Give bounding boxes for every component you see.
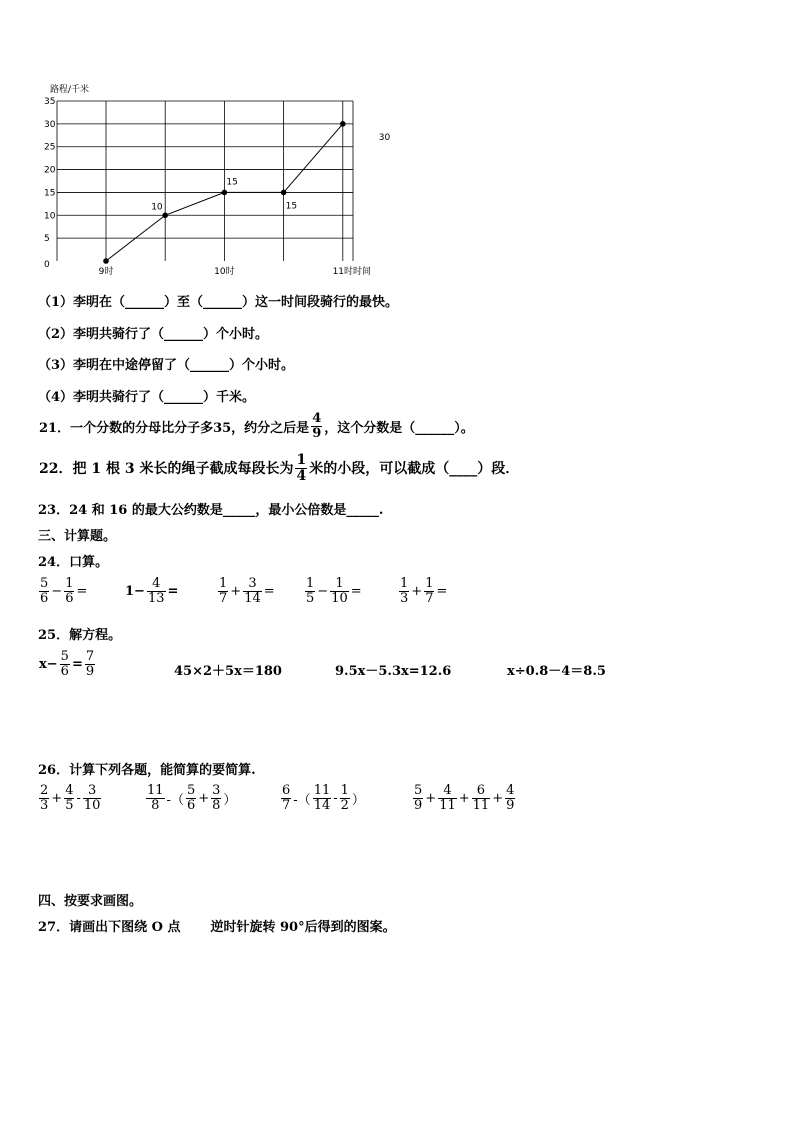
data-point — [281, 190, 287, 196]
x-tick-label: 11时 — [332, 267, 354, 277]
q21-text-pre: 21．一个分数的分母比分子多35，约分之后是 — [39, 420, 310, 436]
q24-title: 24．口算。 — [38, 555, 109, 570]
q24-expr-3: $\frac{1}{7}$ + $\frac{3}{14}$ = — [219, 576, 275, 606]
y-tick-label: 30 — [44, 119, 56, 130]
y-tick-label: 10 — [44, 211, 56, 222]
q27-text-post: 逆时针旋转 90°后得到的图案。 — [210, 920, 396, 935]
question-21 — [38, 412, 475, 440]
q22-text-pre: 22．把 1 根 3 米长的绳子截成每段长为 — [39, 461, 294, 478]
x-axis-label: 时间 — [353, 267, 372, 277]
y-tick-label: 20 — [44, 165, 56, 176]
data-point — [162, 212, 168, 218]
q22-text-post: 米的小段，可以截成（____）段． — [309, 461, 520, 478]
q25-equation-1: x− $\frac{5}{6}$ = $\frac{7}{9}$ — [39, 649, 95, 679]
data-point — [103, 258, 109, 264]
q22-fraction: $\frac{1}{4}$ — [296, 452, 307, 484]
point-label: 10 — [151, 202, 163, 213]
point-label: 15 — [285, 201, 298, 212]
data-point — [222, 190, 228, 196]
data-point — [340, 121, 346, 127]
distance-time-chart — [30, 78, 390, 283]
q20-sub4: （4）李明共骑行了（______）千米。 — [38, 390, 256, 405]
q20-sub1: （1）李明在（______）至（______）这一时间段骑行的最快。 — [38, 295, 399, 310]
q21-fraction: $\frac{4}{9}$ — [312, 411, 322, 441]
y-tick-label: 15 — [44, 188, 56, 199]
q25-equation-4: x÷0.8－4＝8.5 — [507, 664, 606, 679]
y-tick-label: 0 — [44, 260, 50, 270]
q24-expr-2: 1− $\frac{4}{13}$ = — [125, 576, 179, 606]
q21-text-post: ，这个分数是（______）。 — [324, 420, 474, 436]
q26-expr-4: $\frac{5}{9}$ + $\frac{4}{11}$ + $\frac{6}{11}$ + $\frac{4}{9}$ — [414, 783, 515, 813]
y-axis-label: 路程/千米 — [50, 85, 90, 95]
x-tick-label: 10时 — [214, 267, 235, 277]
q26-expr-3: $\frac{6}{7}$ -（ $\frac{11}{14}$ - $\frac{1}{2}$ ） — [282, 783, 365, 813]
x-tick-label: 9时 — [98, 267, 114, 277]
q24-expr-1: $\frac{5}{6}$ − $\frac{1}{6}$ = — [40, 576, 88, 606]
section-4-title: 四、按要求画图。 — [38, 894, 143, 909]
point-label: 15 — [226, 177, 238, 188]
y-tick-labels — [44, 97, 56, 270]
q27-text-pre: 27．请画出下图绕 O 点 — [38, 920, 181, 935]
q25-equation-2: 45×2＋5x＝180 — [174, 664, 282, 679]
q26-expr-2: $\frac{11}{8}$ -（ $\frac{5}{6}$ + $\frac{3}{8}$ ） — [147, 783, 237, 813]
point-labels — [151, 133, 390, 212]
q20-sub3: （3）李明在中途停留了（______）个小时。 — [38, 358, 295, 373]
q25-equation-3: 9.5x－5.3x=12.6 — [335, 664, 452, 679]
q24-expr-4: $\frac{1}{5}$ − $\frac{1}{10}$ = — [306, 576, 362, 606]
y-tick-label: 25 — [44, 142, 56, 153]
q20-sub2: （2）李明共骑行了（______）个小时。 — [38, 327, 269, 342]
q26-expr-1: $\frac{2}{3}$ + $\frac{4}{5}$ - $\frac{3}{10}$ — [40, 783, 101, 813]
y-tick-label: 5 — [44, 234, 50, 245]
point-label: 30 — [378, 132, 390, 143]
question-27 — [38, 916, 396, 935]
q25-title: 25．解方程。 — [38, 628, 122, 643]
question-23: 23．24 和 16 的最大公约数是_____，最小公倍数是_____. — [38, 503, 384, 518]
y-tick-label: 35 — [44, 97, 56, 107]
question-22 — [38, 453, 520, 483]
q26-title: 26．计算下列各题，能简算的要简算. — [38, 763, 256, 778]
chart-grid — [57, 101, 353, 261]
section-3-title: 三、计算题。 — [38, 529, 117, 544]
x-tick-labels — [99, 265, 353, 277]
q24-expr-5: $\frac{1}{3}$ + $\frac{1}{7}$ = — [400, 576, 448, 606]
